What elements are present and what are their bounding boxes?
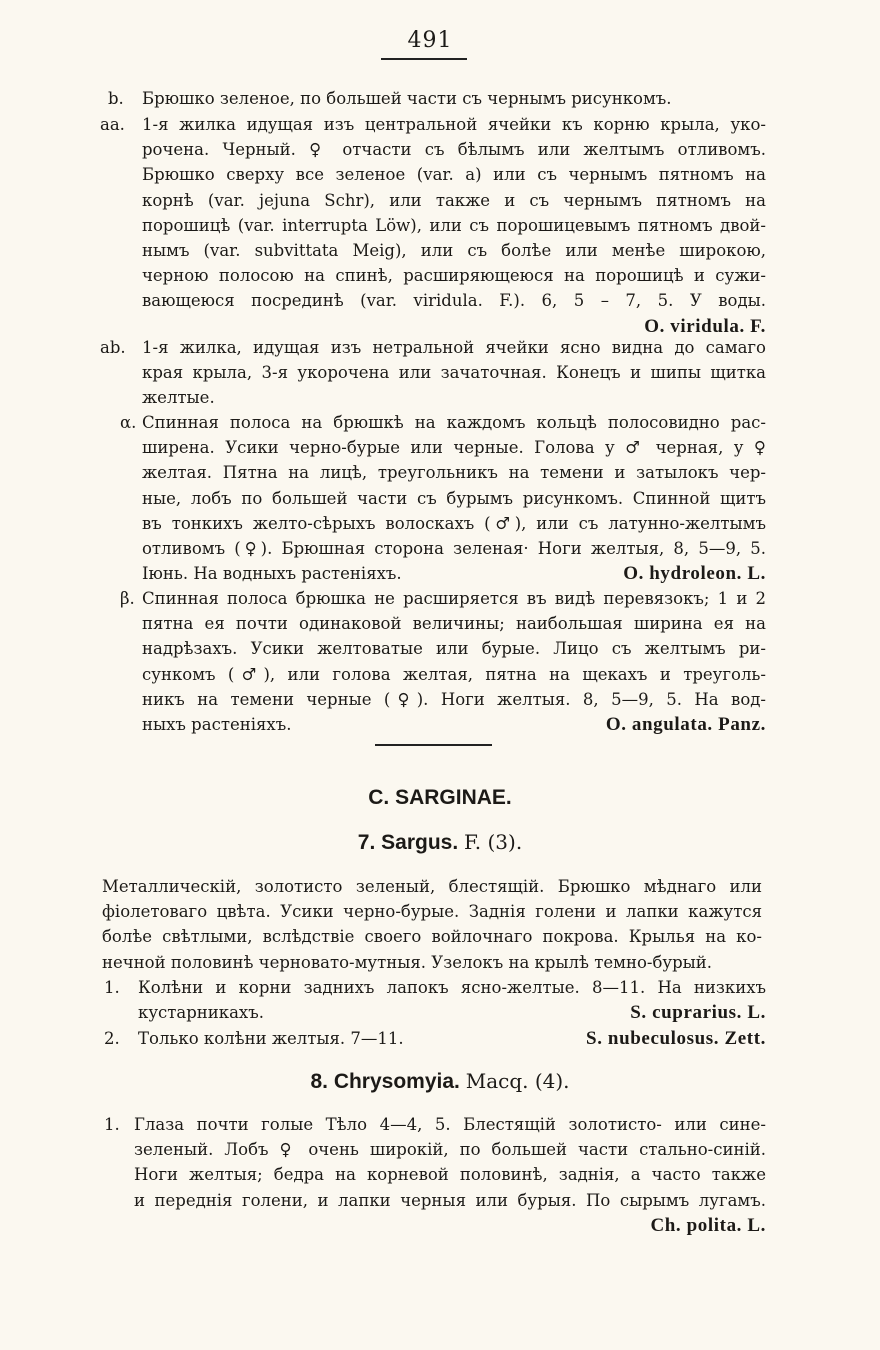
text-line: ныхъ растеніяхъ. — [142, 715, 292, 735]
text-line: сункомъ (♂), или голова желтая, пятна на щекахъ и треуголь- — [142, 664, 766, 684]
entry-text — [142, 335, 766, 411]
genus-heading-chrysomyia — [0, 1069, 880, 1094]
genus-name: 8. Chrysomyia. — [310, 1070, 460, 1093]
text-line: Брюшко сверху все зеленое (var. a) или съ чернымъ пятномъ на — [142, 165, 766, 185]
text-line: въ тонкихъ желто-сѣрыхъ волоскахъ (♂), или съ латунно-желтымъ — [142, 513, 766, 533]
entry-mark: aa. — [100, 115, 125, 134]
genus-author: F. (3). — [464, 830, 523, 854]
entry-text — [138, 975, 766, 1025]
text-line: Глаза почти голые Тѣло 4—4, 5. Блестящій золотисто- или сине- — [134, 1115, 766, 1134]
species-line — [142, 561, 766, 586]
text-line: Колѣни и корни заднихъ лапокъ ясно-желтые. 8—11. На низкихъ — [138, 978, 766, 997]
entry-mark: 1. — [104, 1115, 120, 1134]
page-number-underline — [381, 58, 467, 60]
text-line: ные, лобъ по большей части съ бурымъ рисункомъ. Спинной щитъ — [142, 488, 766, 508]
text-line: Брюшко зеленое, по большей части съ чернымъ рисункомъ. — [142, 89, 672, 108]
species-line — [138, 1000, 766, 1025]
entry-mark: α. — [120, 413, 137, 432]
text-line: болѣе свѣтлыми, вслѣдствіе своего войлочнаго покрова. Крылья на ко- — [102, 927, 762, 947]
text-line: 1-я жилка, идущая изъ нетральной ячейки ясно видна до самаго — [142, 338, 766, 357]
text-line: зеленый. Лобъ ♀ очень широкій, по большей части стально-синій. — [134, 1140, 766, 1160]
section-title: C. SARGINAE. — [368, 786, 512, 809]
text-line: порошицѣ (var. interrupta Löw), или съ порошицевымъ пятномъ двой- — [142, 215, 766, 235]
entry-text — [142, 410, 766, 586]
page-number: 491 — [407, 28, 453, 53]
species-name: S. nubeculosus. Zett. — [586, 1028, 766, 1049]
text-line: пятна ея почти одинаковой величины; наибольшая ширина ея на — [142, 614, 766, 634]
genus-author: Macq. (4). — [465, 1069, 570, 1093]
text-line: надрѣзахъ. Усики желтоватые или бурые. Лицо съ желтымъ ри- — [142, 639, 766, 659]
text-line: Ноги желтыя; бедра на корневой половинѣ, заднія, а часто также — [134, 1165, 766, 1185]
genus-heading-sargus — [0, 830, 880, 855]
text-line: черною полосою на спинѣ, расширяющеюся на порошицѣ и сужи- — [142, 266, 766, 286]
text-line: рочена. Черный. ♀ отчасти съ бѣлымъ или желтымъ отливомъ. — [142, 140, 766, 160]
entry-text — [142, 586, 766, 737]
entry-mark: 2. — [104, 1029, 120, 1048]
entry-text — [142, 86, 766, 111]
species-name: O. hydroleon. L. — [623, 563, 766, 585]
genus-name: 7. Sargus. — [357, 831, 459, 854]
sargus-description — [102, 874, 762, 975]
entry-text — [142, 112, 766, 339]
text-line: кустарникахъ. — [138, 1003, 264, 1023]
text-line: желтая. Пятна на лицѣ, треугольникъ на темени и затылокъ чер- — [142, 463, 766, 483]
text-line: Металлическій, золотисто зеленый, блестящій. Брюшко мѣднаго или — [102, 877, 762, 896]
text-line: Спинная полоса брюшка не расширяется въ видѣ перевязокъ; 1 и 2 — [142, 589, 766, 608]
text-line: нымъ (var. subvittata Meig), или съ болѣе или менѣе широкою, — [142, 241, 766, 261]
text-line: фіолетоваго цвѣта. Усики черно-бурые. Заднія голени и лапки кажутся — [102, 902, 762, 922]
text-line: вающеюся посрединѣ (var. viridula. F.). 6, 5 – 7, 5. У воды. — [142, 291, 766, 311]
text-line: корнѣ (var. jejuna Schr), или также и съ чернымъ пятномъ на — [142, 190, 766, 210]
text-line: Іюнь. На водныхъ растеніяхъ. — [142, 564, 402, 584]
text-line: отливомъ (♀). Брюшная сторона зеленая· Ноги желтыя, 8, 5—9, 5. — [142, 539, 766, 559]
text-line: желтые. — [142, 388, 215, 408]
entry-text — [134, 1112, 766, 1238]
species-line — [142, 712, 766, 737]
entry-mark: β. — [120, 589, 135, 608]
text-line: нечной половинѣ черновато-мутныя. Узелокъ на крылѣ темно-бурый. — [102, 952, 713, 972]
text-line: 1-я жилка идущая изъ центральной ячейки къ корню крыла, уко- — [142, 115, 766, 134]
text-line: никъ на темени черные (♀). Ноги желтыя. 8, 5—9, 5. На вод- — [142, 689, 766, 709]
entry-mark: 1. — [104, 978, 120, 997]
species-line — [138, 1026, 766, 1051]
entry-text — [138, 1026, 766, 1051]
text-line: ширена. Усики черно-бурые или черные. Голова у ♂ черная, у ♀ — [142, 438, 766, 458]
text-line: края крыла, 3-я укорочена или зачаточная. Конецъ и шипы щитка — [142, 363, 766, 383]
text-line: Только колѣни желтыя. 7—11. — [138, 1029, 404, 1048]
species-name: O. angulata. Panz. — [605, 714, 766, 736]
entry-mark: ab. — [100, 338, 126, 357]
species-name: O. viridula. F. — [644, 315, 766, 337]
species-name: S. cuprarius. L. — [630, 1002, 766, 1024]
species-name: Ch. polita. L. — [650, 1214, 766, 1236]
text-line: Спинная полоса на брюшкѣ на каждомъ кольцѣ полосовидно рас- — [142, 413, 766, 432]
entry-mark: b. — [108, 89, 124, 108]
text-line: и переднія голени, и лапки черныя или бурыя. По сырымъ лугамъ. — [134, 1190, 766, 1210]
section-divider — [375, 744, 492, 746]
